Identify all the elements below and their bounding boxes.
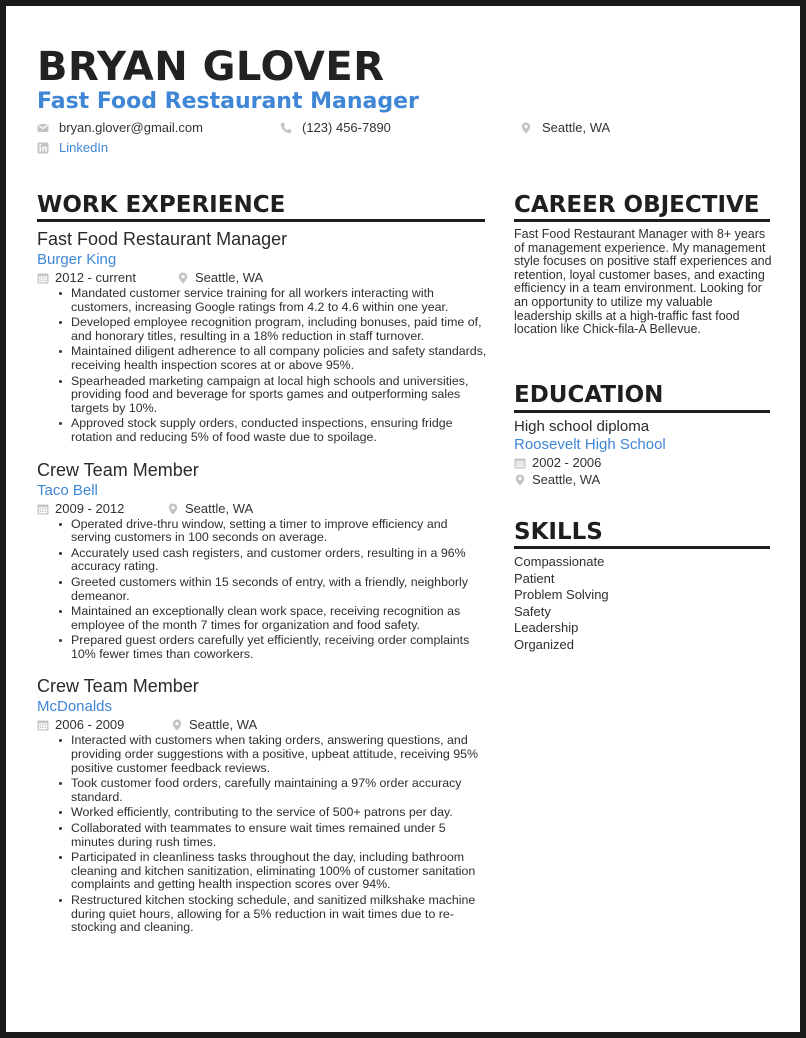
location-text: Seattle, WA bbox=[542, 120, 611, 135]
job-location: Seattle, WA bbox=[185, 500, 254, 516]
job-meta bbox=[37, 270, 487, 286]
linkedin-icon bbox=[37, 142, 49, 154]
education-dates: 2002 - 2006 bbox=[532, 455, 602, 470]
education-dates-row bbox=[514, 455, 772, 471]
skill-item: Patient bbox=[514, 570, 555, 586]
job-bullet: Restructured kitchen stocking schedule, and sanitized milkshake machine during quiet hours, allowing for a 5% reduction in wait times due to re-stocking and cleaning. bbox=[65, 894, 487, 935]
skill-item: Leadership bbox=[514, 620, 579, 635]
candidate-name: BRYAN GLOVER bbox=[37, 44, 385, 90]
job-bullet: Prepared guest orders carefully yet efficiently, receiving order complaints 10% fewer times than coworkers. bbox=[65, 634, 487, 661]
job-bullet: Accurately used cash registers, and customer orders, resulting in a 96% accuracy rating. bbox=[65, 547, 487, 574]
job-bullet: Took customer food orders, carefully maintaining a 97% order accuracy standard. bbox=[65, 777, 487, 804]
education-location: Seattle, WA bbox=[532, 472, 601, 487]
skill-item: Problem Solving bbox=[514, 587, 609, 602]
location-pin-icon bbox=[171, 719, 183, 731]
work-experience-divider bbox=[37, 219, 485, 222]
education-divider bbox=[514, 410, 770, 413]
job-bullet: Collaborated with teammates to ensure wait times remained under 5 minutes during rush times. bbox=[65, 822, 487, 849]
job-location: Seattle, WA bbox=[189, 717, 258, 733]
skill-item: Safety bbox=[514, 603, 551, 619]
location-pin-icon bbox=[514, 474, 526, 486]
job-dates: 2006 - 2009 bbox=[55, 717, 125, 733]
job-title: Crew Team Member bbox=[37, 459, 199, 480]
email-text: bryan.glover@gmail.com bbox=[59, 120, 203, 135]
career-objective-text: Fast Food Restaurant Manager with 8+ years of management experience. My management style focuses on positive staff experiences and retention, loyal customer bases, and exacting efficiency in a team environment. Looking for an opportunity to utilize my valuable leadership skills at a high-traffic fast food location like Chick-fila-A Bellevue. bbox=[514, 227, 772, 337]
career-objective-heading: CAREER OBJECTIVE bbox=[514, 192, 760, 218]
skills-list bbox=[514, 554, 772, 653]
job-bullet: Greeted customers within 15 seconds of entry, with a friendly, neighborly demeanor. bbox=[65, 576, 487, 603]
job-dates: 2009 - 2012 bbox=[55, 500, 125, 516]
job-bullets bbox=[37, 287, 487, 445]
education-block bbox=[514, 418, 772, 488]
linkedin-link[interactable]: LinkedIn bbox=[59, 140, 109, 155]
education-heading: EDUCATION bbox=[514, 382, 664, 408]
job-bullet: Spearheaded marketing campaign at local high schools and universities, providing food and beverage for sports games and outperforming sales targets by 10%. bbox=[65, 375, 487, 416]
job-title: Fast Food Restaurant Manager bbox=[37, 229, 288, 249]
job-meta bbox=[37, 717, 487, 733]
job-bullet: Approved stock supply orders, conducted inspections, ensuring fridge rotation and reducing 5% of food waste due to spoilage. bbox=[65, 417, 487, 444]
calendar-icon bbox=[37, 503, 49, 515]
contact-email bbox=[37, 120, 203, 136]
location-pin-icon bbox=[167, 503, 179, 515]
education-degree: High school diploma bbox=[514, 418, 650, 435]
job-company: Taco Bell bbox=[37, 481, 98, 499]
job-meta bbox=[37, 501, 487, 517]
location-pin-icon bbox=[177, 272, 189, 284]
skill-item: Organized bbox=[514, 636, 574, 652]
email-icon bbox=[37, 122, 49, 134]
candidate-title: Fast Food Restaurant Manager bbox=[37, 89, 419, 114]
job-bullet: Maintained diligent adherence to all company policies and safety standards, receiving health inspection scores at or above 95%. bbox=[65, 345, 487, 372]
job-bullet: Worked efficiently, contributing to the service of 500+ patrons per day. bbox=[65, 806, 487, 820]
skills-heading: SKILLS bbox=[514, 519, 603, 545]
job-bullet: Maintained an exceptionally clean work space, receiving recognition as employee of the month 7 times for organization and food safety. bbox=[65, 605, 487, 632]
work-experience-list bbox=[37, 228, 487, 949]
job-company: McDonalds bbox=[37, 698, 113, 716]
phone-text: (123) 456-7890 bbox=[302, 120, 391, 135]
contact-location bbox=[520, 120, 610, 136]
calendar-icon bbox=[37, 272, 49, 284]
job-bullet: Operated drive-thru window, setting a timer to improve efficiency and serving customers in 100 seconds on average. bbox=[65, 518, 487, 545]
job-bullets bbox=[37, 734, 487, 934]
job-bullets bbox=[37, 518, 487, 662]
contact-linkedin[interactable] bbox=[37, 140, 108, 156]
job-bullet: Participated in cleanliness tasks throughout the day, including bathroom cleaning and kitchen sanitization, eliminating 100% of customer sanitation complaints and getting health inspection scores over 94%. bbox=[65, 851, 487, 892]
resume-page bbox=[6, 6, 800, 1032]
skills-divider bbox=[514, 546, 770, 549]
job-location: Seattle, WA bbox=[195, 270, 264, 285]
job-bullet: Mandated customer service training for all workers interacting with customers, increasing Google ratings from 4.2 to 4.6 within one year. bbox=[65, 287, 487, 314]
job-entry bbox=[37, 675, 487, 934]
location-pin-icon bbox=[520, 122, 532, 134]
education-location-row bbox=[514, 472, 772, 488]
job-title: Crew Team Member bbox=[37, 676, 199, 697]
education-school: Roosevelt High School bbox=[514, 436, 666, 453]
contact-phone bbox=[280, 120, 391, 136]
career-objective-block bbox=[514, 228, 772, 337]
phone-icon bbox=[280, 122, 292, 134]
job-company: Burger King bbox=[37, 251, 117, 268]
job-bullet: Developed employee recognition program, including bonuses, paid time of, and honorary titles, resulting in a 18% reduction in staff turnover. bbox=[65, 316, 487, 343]
job-entry bbox=[37, 228, 487, 445]
work-experience-heading: WORK EXPERIENCE bbox=[37, 192, 286, 218]
job-dates: 2012 - current bbox=[55, 270, 136, 285]
job-bullet: Interacted with customers when taking orders, answering questions, and providing order suggestions with a positive, upbeat attitude, receiving 95% positive customer feedback reviews. bbox=[65, 734, 487, 775]
calendar-icon bbox=[514, 457, 526, 469]
job-entry bbox=[37, 459, 487, 662]
career-objective-divider bbox=[514, 219, 770, 222]
calendar-icon bbox=[37, 719, 49, 731]
skill-item: Compassionate bbox=[514, 554, 605, 569]
